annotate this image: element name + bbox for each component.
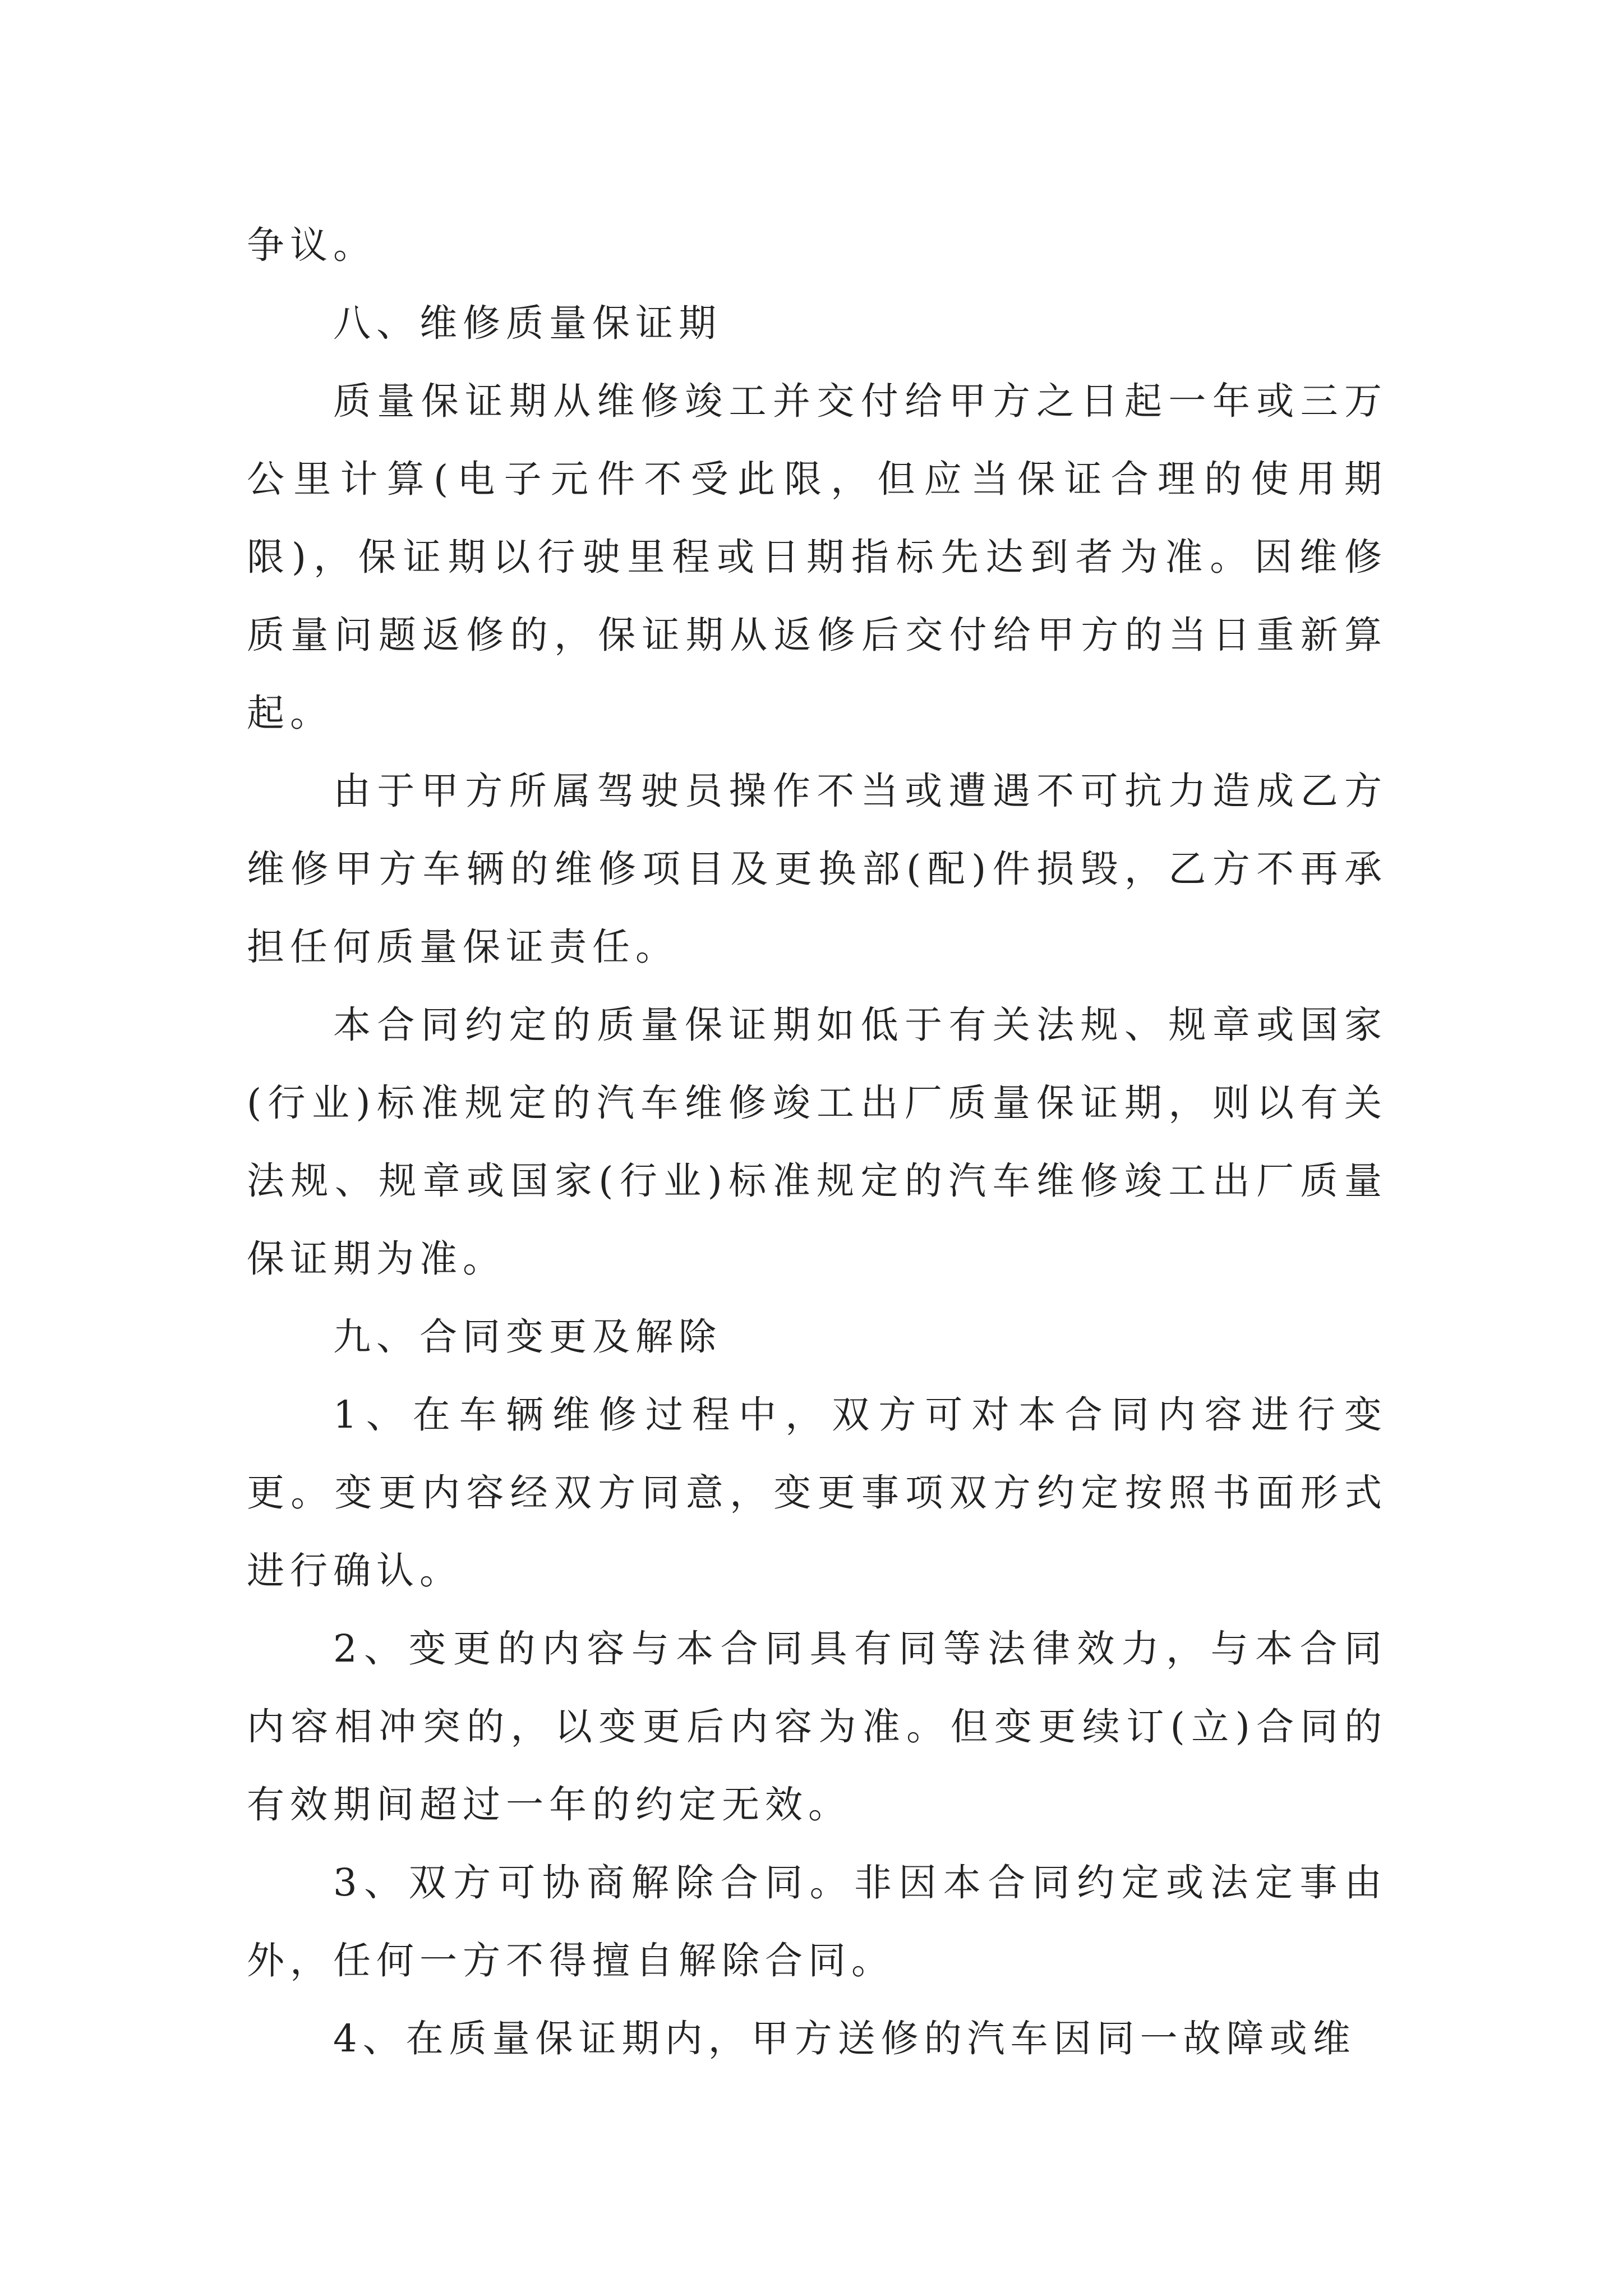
paragraph-warranty-regulation: 本合同约定的质量保证期如低于有关法规、规章或国家(行业)标准规定的汽车维修竣工出厂质量保证期，则以有关法规、规章或国家(行业)标准规定的汽车维修竣工出厂质量保证期为准。 — [247, 1003, 1387, 1281]
paragraph-warranty-period: 质量保证期从维修竣工并交付给甲方之日起一年或三万公里计算(电子元件不受此限，但应当保证合理的使用期限)，保证期以行驶里程或日期指标先达到者为准。因维修质量问题返修的，保证期从返修后交付给甲方的当日重新算起。 — [247, 379, 1387, 735]
section-heading-8: 八、维修质量保证期 — [333, 301, 722, 345]
clause-item-1: 1、在车辆维修过程中，双方可对本合同内容进行变更。变更内容经双方同意，变更事项双方约定按照书面形式进行确认。 — [247, 1393, 1387, 1593]
section-heading-9: 九、合同变更及解除 — [333, 1315, 722, 1359]
paragraph-continuation: 争议。 — [247, 223, 376, 267]
clause-item-3: 3、双方可协商解除合同。非因本合同约定或法定事由外，任何一方不得擅自解除合同。 — [247, 1861, 1387, 1982]
paragraph-warranty-exclusion: 由于甲方所属驾驶员操作不当或遭遇不可抗力造成乙方维修甲方车辆的维修项目及更换部(配)件损毁，乙方不再承担任何质量保证责任。 — [247, 769, 1387, 969]
document-body — [247, 206, 1387, 2078]
clause-item-2: 2、变更的内容与本合同具有同等法律效力，与本合同内容相冲突的，以变更后内容为准。但变更续订(立)合同的有效期间超过一年的约定无效。 — [247, 1627, 1387, 1826]
clause-item-4: 4、在质量保证期内，甲方送修的汽车因同一故障或维 — [333, 2017, 1356, 2060]
